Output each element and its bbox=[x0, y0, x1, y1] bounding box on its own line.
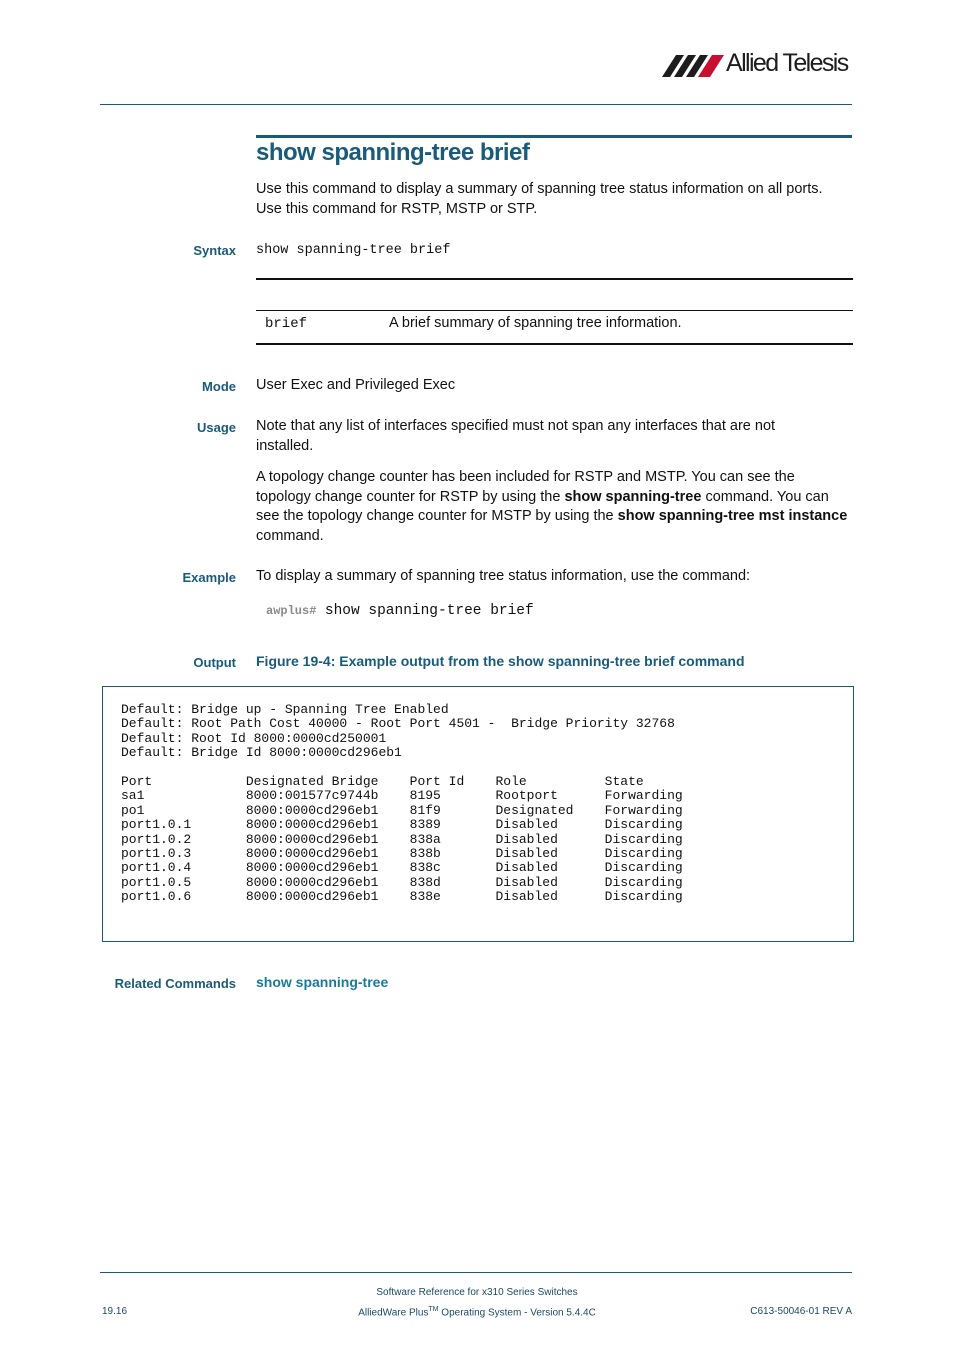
usage-label: Usage bbox=[196, 420, 236, 435]
output-box bbox=[102, 686, 854, 942]
page-number: 19.16 bbox=[102, 1306, 128, 1317]
param-name: brief bbox=[265, 316, 308, 332]
intro-line-1: Use this command to display a summary of spanning tree status information on all ports. bbox=[256, 181, 823, 197]
usage-para-1: Note that any list of interfaces specified must not span any interfaces that are not installed. bbox=[256, 418, 776, 454]
cli-command: show spanning-tree brief bbox=[324, 603, 534, 619]
syntax-table-bottom-rule bbox=[256, 343, 853, 345]
related-command-link[interactable]: show spanning-tree bbox=[256, 974, 389, 990]
footer-trademark: TM bbox=[428, 1306, 439, 1313]
footer-version: Operating System - Version 5.4.4C bbox=[438, 1307, 596, 1319]
mode-label: Mode bbox=[202, 379, 236, 394]
mode-text: User Exec and Privileged Exec bbox=[256, 377, 456, 393]
cli-output: Default: Bridge up - Spanning Tree Enabled Default: Root Path Cost 40000 - Root Port 4501 - Bridge Priority 32768 Default: Root Id 8000:0000cd250001 Default: Bridge Id 8000:0000cd296eb1 Port Designated Bridge Port Id Role State sa1 8000:001577c9744b 8195 Rootport Forwarding po1 8000:0000cd296eb1 81f9 Designated Forwarding port1.0.1 8000:0000cd296eb1 8389 Disabled Discarding port1.0.2 8000:0000cd296eb1 838a Disabled Discarding port1.0.3 8000:0000cd296eb1 838b Disabled Discarding port1.0.4 8000:0000cd296eb1 838c Disabled Discarding port1.0.5 8000:0000cd296eb1 838d Disabled Discarding port1.0.6 8000:0000cd296eb1 838e Disabled Discarding bbox=[121, 702, 683, 905]
usage-text: command. You can see the topology change counter for MSTP by using the bbox=[256, 488, 829, 524]
example-command-line bbox=[266, 601, 534, 619]
header-rule bbox=[100, 104, 852, 105]
related-commands-label: Related Commands bbox=[114, 976, 236, 991]
example-label: Example bbox=[182, 570, 236, 585]
usage-command-ref: show spanning-tree bbox=[564, 488, 702, 505]
usage-text: command. bbox=[256, 527, 324, 544]
footer-rule bbox=[100, 1272, 852, 1273]
allied-telesis-logo bbox=[662, 50, 854, 80]
footer-title: Software Reference for x310 Series Switches bbox=[376, 1287, 578, 1298]
logo-mark-icon bbox=[662, 53, 724, 79]
title-rule bbox=[256, 135, 852, 138]
param-description: A brief summary of spanning tree information. bbox=[389, 315, 682, 331]
cli-prompt: awplus# bbox=[266, 604, 317, 618]
intro-line-2: Use this command for RSTP, MSTP or STP. bbox=[256, 200, 538, 217]
usage-text: A topology change counter has been included for RSTP and MSTP. You can see the topology change counter for RSTP by using the bbox=[256, 469, 795, 505]
syntax-label: Syntax bbox=[193, 243, 236, 258]
example-text: To display a summary of spanning tree status information, use the command: bbox=[256, 568, 751, 584]
syntax-table-top-rule bbox=[256, 278, 853, 280]
syntax-table-header-rule bbox=[256, 310, 853, 311]
output-label: Output bbox=[193, 655, 236, 670]
usage-para-2 bbox=[256, 468, 848, 546]
usage-command-ref: show spanning-tree mst instance bbox=[617, 508, 848, 524]
brand-name: Allied Telesis bbox=[726, 49, 848, 77]
intro bbox=[256, 180, 856, 219]
syntax-command: show spanning-tree brief bbox=[256, 243, 451, 258]
document-id: C613-50046-01 REV A bbox=[750, 1306, 852, 1317]
footer-os-name: AlliedWare Plus bbox=[358, 1307, 429, 1319]
figure-caption: Figure 19-4: Example output from the show spanning-tree brief command bbox=[256, 653, 745, 669]
page-title: show spanning-tree brief bbox=[256, 139, 530, 166]
